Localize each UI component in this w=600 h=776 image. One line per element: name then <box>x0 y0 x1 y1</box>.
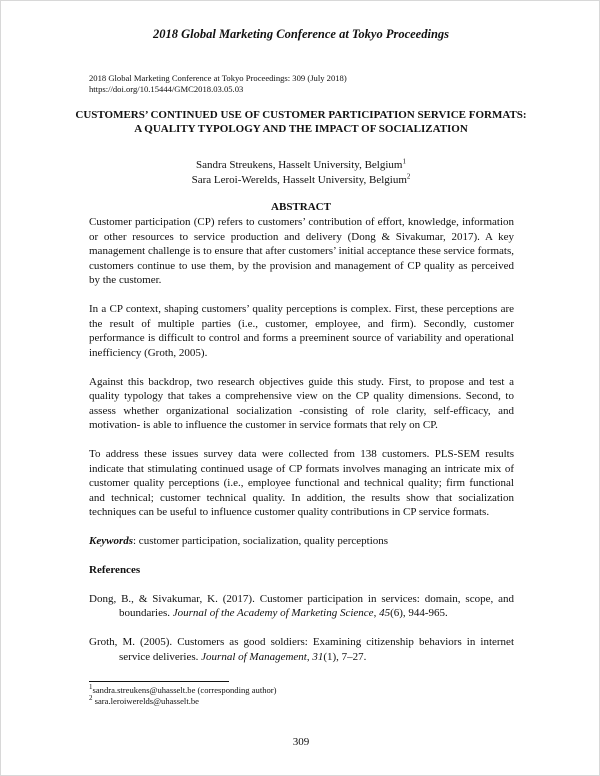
doi-line: https://doi.org/10.15444/GMC2018.03.05.03 <box>89 84 244 94</box>
page-number: 309 <box>292 736 310 748</box>
reference-separator: , <box>306 650 313 663</box>
reference-text: Groth, M. (2005). Customers as good soldiers: Examining citizenship behaviors in internet service deliveries. <box>89 636 514 663</box>
paper-title: CUSTOMERS’ CONTINUED USE OF CUSTOMER PARTICIPATION SERVICE FORMATS: A QUALITY TYPOLOGY AND THE IMPACT OF SOCIALIZATION <box>75 109 527 135</box>
author-2 <box>1 173 600 188</box>
abstract-body <box>89 215 514 679</box>
footnote-mark: 1 <box>89 683 93 692</box>
reference-journal: Journal of the Academy of Marketing Science <box>172 607 374 619</box>
running-head: 2018 Global Marketing Conference at Tokyo Proceedings <box>152 27 450 41</box>
author-block <box>1 158 600 187</box>
reference-item <box>89 592 514 621</box>
reference-separator: , <box>373 607 380 619</box>
footnote-2 <box>89 696 277 707</box>
citation-line: 2018 Global Marketing Conference at Tokyo Proceedings: 309 (July 2018) <box>89 73 347 83</box>
reference-item <box>89 635 514 664</box>
abstract-paragraph: Against this backdrop, two research objectives guide this study. First, to propose and test a quality typology that takes a comprehensive view on the CP quality dimensions. Second, to assess whether organizational socialization -consisting of role clarity, self-efficacy, and motivation- is able to influence the customer in service formats that rely on CP. <box>89 375 514 431</box>
footnote-1 <box>89 685 277 696</box>
reference-text: Dong, B., & Sivakumar, K. (2017). Customer participation in services: domain, scope, and boundaries. <box>89 592 514 619</box>
author-footnote-mark: 2 <box>406 171 411 180</box>
reference-journal: Journal of Management <box>201 650 307 663</box>
keywords-text: : customer participation, socialization, quality perceptions <box>133 535 389 547</box>
keywords-label: Keywords <box>89 535 133 547</box>
footnotes <box>89 685 277 707</box>
author-1 <box>1 158 600 173</box>
author-name: Sara Leroi-Werelds, Hasselt University, Belgium <box>191 173 407 186</box>
reference-volume: 31 <box>312 650 324 663</box>
footnote-text: sandra.streukens@uhasselt.be (corresponding author) <box>92 685 277 695</box>
abstract-paragraph: To address these issues survey data were collected from 138 customers. PLS-SEM results indicate that stimulating continued usage of CP formats involves managing an intricate mix of customer quality perceptions (i.e., employee functional and technical quality; firm functional and technical; customer technical quality. In addition, the results show that socialization techniques can be useful to influence customer quality contributions in CP service formats. <box>89 448 514 518</box>
footnote-divider <box>89 681 229 682</box>
reference-volume: 45 <box>379 607 391 619</box>
author-footnote-mark: 1 <box>402 157 406 166</box>
citation-block <box>89 73 347 95</box>
abstract-paragraph: Customer participation (CP) refers to customers’ contribution of effort, knowledge, information or other resources to service production and delivery (Dong & Sivakumar, 2017). A key management challenge is to ensure that after customers’ initial acceptance these service formats, customers continue to use them, by the provision and management of CP quality as perceived by the customer. <box>89 216 514 286</box>
footnote-text: sara.leroiwerelds@uhasselt.be <box>92 696 199 706</box>
abstract-paragraph: In a CP context, shaping customers’ quality perceptions is complex. First, these perceptions are the result of multiple parties (i.e., customer, employee, and firm). Secondly, customer performance is difficult to control and forms a preeminent source of variability and operational inefficiency (Groth, 2005). <box>89 303 514 359</box>
reference-pages: (6), 944-965. <box>390 607 448 619</box>
footnote-mark: 2 <box>89 694 93 703</box>
keywords-line <box>89 534 514 549</box>
references-heading: References <box>89 563 141 576</box>
reference-pages: (1), 7–27. <box>323 650 367 663</box>
author-name: Sandra Streukens, Hasselt University, Belgium <box>196 159 403 171</box>
abstract-heading: ABSTRACT <box>271 201 331 213</box>
